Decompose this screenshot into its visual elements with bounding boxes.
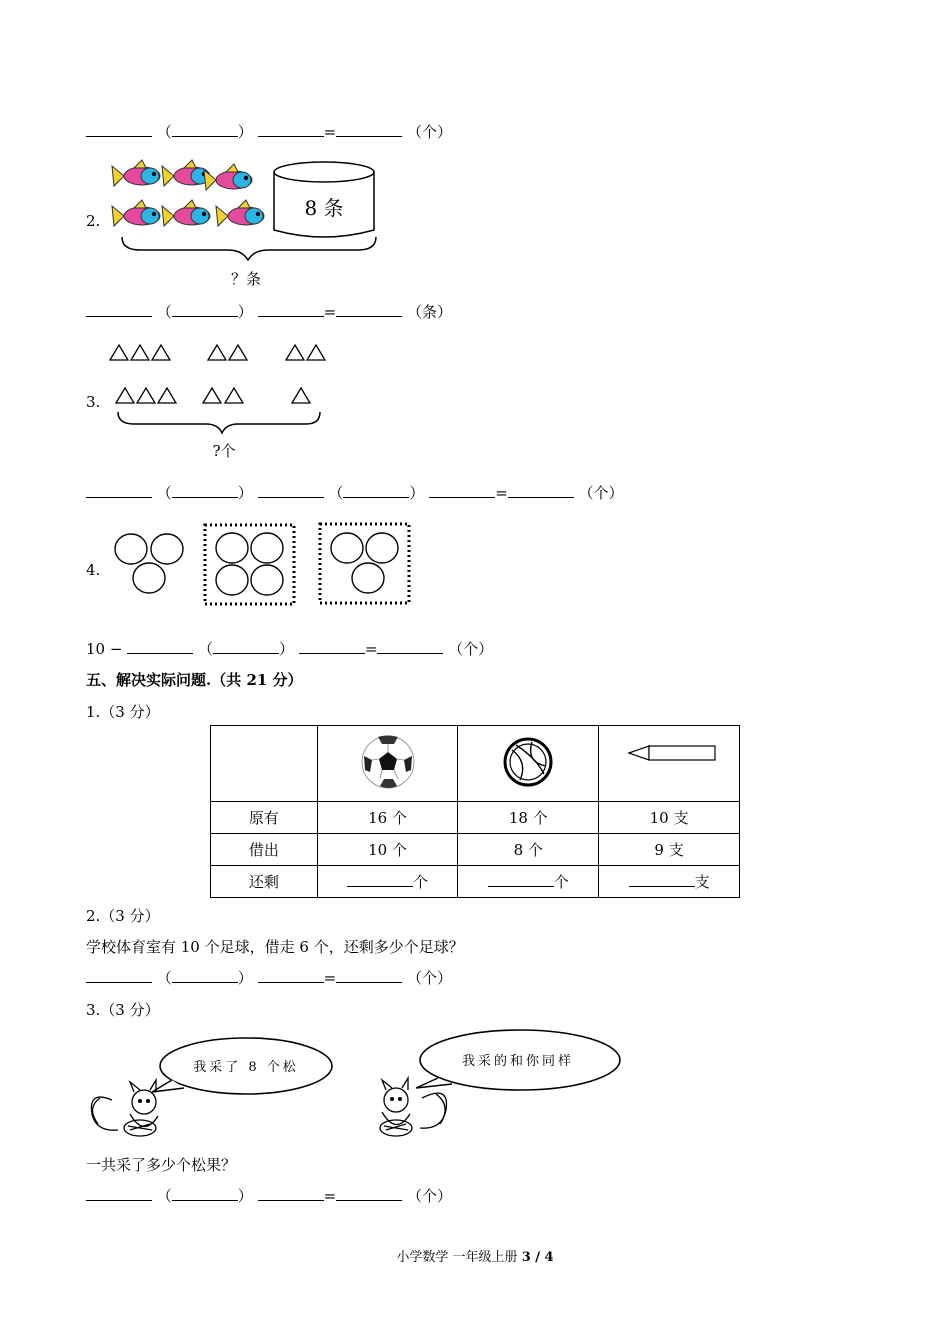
fish-icon bbox=[204, 164, 252, 190]
triangle-icon bbox=[152, 345, 170, 360]
table-corner-cell bbox=[211, 726, 318, 802]
circle-icon bbox=[251, 565, 283, 595]
pencil-icon bbox=[619, 738, 719, 768]
section-heading: 五、解决实际问题.（共 21 分） bbox=[86, 671, 303, 689]
operator-blank[interactable] bbox=[172, 1186, 238, 1201]
answer-blank[interactable] bbox=[86, 122, 152, 137]
answer-blank[interactable] bbox=[258, 483, 324, 498]
soccer-ball-cell bbox=[317, 726, 458, 802]
operator-blank[interactable] bbox=[343, 483, 409, 498]
question-number: 3. bbox=[86, 393, 101, 411]
triangle-icon bbox=[292, 388, 310, 403]
squirrel-figure bbox=[86, 1028, 626, 1148]
circle-figure bbox=[106, 518, 416, 610]
answer-blank[interactable] bbox=[86, 1186, 152, 1201]
table-answer-cell: 个 bbox=[458, 866, 599, 898]
brace bbox=[122, 237, 376, 260]
question-label: ？条 bbox=[230, 270, 262, 288]
answer-blank[interactable] bbox=[127, 639, 193, 654]
result-blank[interactable] bbox=[377, 639, 443, 654]
table-answer-cell: 支 bbox=[599, 866, 740, 898]
table-header-row bbox=[211, 726, 740, 802]
result-blank[interactable] bbox=[336, 968, 402, 983]
circle-icon bbox=[216, 565, 248, 595]
question-number: 4. bbox=[86, 561, 101, 579]
table-row bbox=[211, 802, 740, 834]
speech-text: 我采的和你同样 bbox=[461, 1054, 575, 1069]
answer-blank[interactable] bbox=[347, 872, 413, 887]
jar-label: 8 条 bbox=[304, 196, 344, 220]
triangle-icon bbox=[208, 345, 226, 360]
pencil-cell bbox=[599, 726, 740, 802]
fish-icon bbox=[216, 200, 264, 226]
problem-text: 学校体育室有 10 个足球，借走 6 个，还剩多少个足球？ bbox=[86, 938, 464, 956]
answer-blank[interactable] bbox=[86, 968, 152, 983]
table-cell: 18 个 bbox=[458, 802, 599, 834]
circle-icon bbox=[151, 534, 183, 564]
row-label: 还剩 bbox=[211, 866, 318, 898]
triangle-icon bbox=[116, 388, 134, 403]
answer-blank[interactable] bbox=[258, 302, 324, 317]
footer-title: 小学数学 一年级上册 bbox=[396, 1250, 518, 1265]
triangle-icon bbox=[286, 345, 304, 360]
result-blank[interactable] bbox=[336, 1186, 402, 1201]
inventory-table bbox=[210, 725, 740, 898]
answer-blank[interactable] bbox=[629, 872, 695, 887]
triangle-icon bbox=[229, 345, 247, 360]
answer-blank[interactable] bbox=[86, 302, 152, 317]
operator-blank[interactable] bbox=[213, 639, 279, 654]
question-number: 2. bbox=[86, 212, 101, 230]
answer-blank[interactable] bbox=[86, 483, 152, 498]
circle-icon bbox=[366, 533, 398, 563]
fish-icon bbox=[112, 200, 160, 226]
triangle-icon bbox=[158, 388, 176, 403]
answer-blank[interactable] bbox=[258, 122, 324, 137]
page-number: 3 / 4 bbox=[521, 1250, 554, 1265]
fish-icon bbox=[162, 200, 210, 226]
circle-icon bbox=[251, 533, 283, 563]
answer-blank[interactable] bbox=[488, 872, 554, 887]
answer-blank[interactable] bbox=[429, 483, 495, 498]
result-blank[interactable] bbox=[336, 302, 402, 317]
table-cell: 10 个 bbox=[317, 834, 458, 866]
table-row bbox=[211, 866, 740, 898]
circle-icon bbox=[352, 563, 384, 593]
basketball-icon bbox=[502, 736, 554, 788]
operator-blank[interactable] bbox=[172, 302, 238, 317]
fish-icon bbox=[162, 160, 210, 186]
operator-blank[interactable] bbox=[172, 968, 238, 983]
squirrel-icon bbox=[91, 1080, 158, 1136]
question-label: ?个 bbox=[212, 442, 236, 460]
problem-question: 一共采了多少个松果？ bbox=[86, 1156, 237, 1174]
circle-icon bbox=[216, 533, 248, 563]
operator-blank[interactable] bbox=[172, 122, 238, 137]
row-label: 借出 bbox=[211, 834, 318, 866]
circle-icon bbox=[115, 534, 147, 564]
circle-icon bbox=[133, 563, 165, 593]
table-cell: 16 个 bbox=[317, 802, 458, 834]
result-blank[interactable] bbox=[508, 483, 574, 498]
page-footer bbox=[0, 1246, 950, 1265]
triangle-icon bbox=[131, 345, 149, 360]
table-answer-cell: 个 bbox=[317, 866, 458, 898]
triangle-icon bbox=[137, 388, 155, 403]
equation-line-p2: （ ） = （个） bbox=[86, 967, 452, 988]
equation-line-p3: （ ） = （个） bbox=[86, 1185, 452, 1206]
operator-blank[interactable] bbox=[172, 483, 238, 498]
equation-line-3: （ ） （ ） = （个） bbox=[86, 482, 624, 503]
squirrel-icon bbox=[380, 1078, 447, 1136]
table-cell: 9 支 bbox=[599, 834, 740, 866]
speech-text: 我采了 8 个松 bbox=[193, 1060, 299, 1075]
fish-figure bbox=[100, 152, 390, 292]
basketball-cell bbox=[458, 726, 599, 802]
fish-icon bbox=[112, 160, 160, 186]
answer-blank[interactable] bbox=[258, 1186, 324, 1201]
table-cell: 8 个 bbox=[458, 834, 599, 866]
circle-icon bbox=[331, 533, 363, 563]
answer-blank[interactable] bbox=[258, 968, 324, 983]
triangle-icon bbox=[307, 345, 325, 360]
row-label: 原有 bbox=[211, 802, 318, 834]
result-blank[interactable] bbox=[336, 122, 402, 137]
equation-line-2: （ ） = （条） bbox=[86, 301, 452, 322]
problem-label: 3.（3 分） bbox=[86, 1001, 160, 1019]
problem-label: 2.（3 分） bbox=[86, 907, 160, 925]
equation-line-1: （ ） = （个） bbox=[86, 121, 452, 142]
triangle-icon bbox=[225, 388, 243, 403]
triangle-icon bbox=[110, 345, 128, 360]
answer-blank[interactable] bbox=[299, 639, 365, 654]
triangle-figure bbox=[100, 338, 340, 468]
table-row bbox=[211, 834, 740, 866]
problem-label: 1.（3 分） bbox=[86, 703, 160, 721]
brace bbox=[118, 412, 320, 433]
soccer-ball-icon bbox=[360, 734, 416, 790]
triangle-icon bbox=[203, 388, 221, 403]
equation-line-4: 10 − （ ） = （个） bbox=[86, 640, 494, 658]
dotted-box bbox=[205, 525, 294, 604]
table-cell: 10 支 bbox=[599, 802, 740, 834]
